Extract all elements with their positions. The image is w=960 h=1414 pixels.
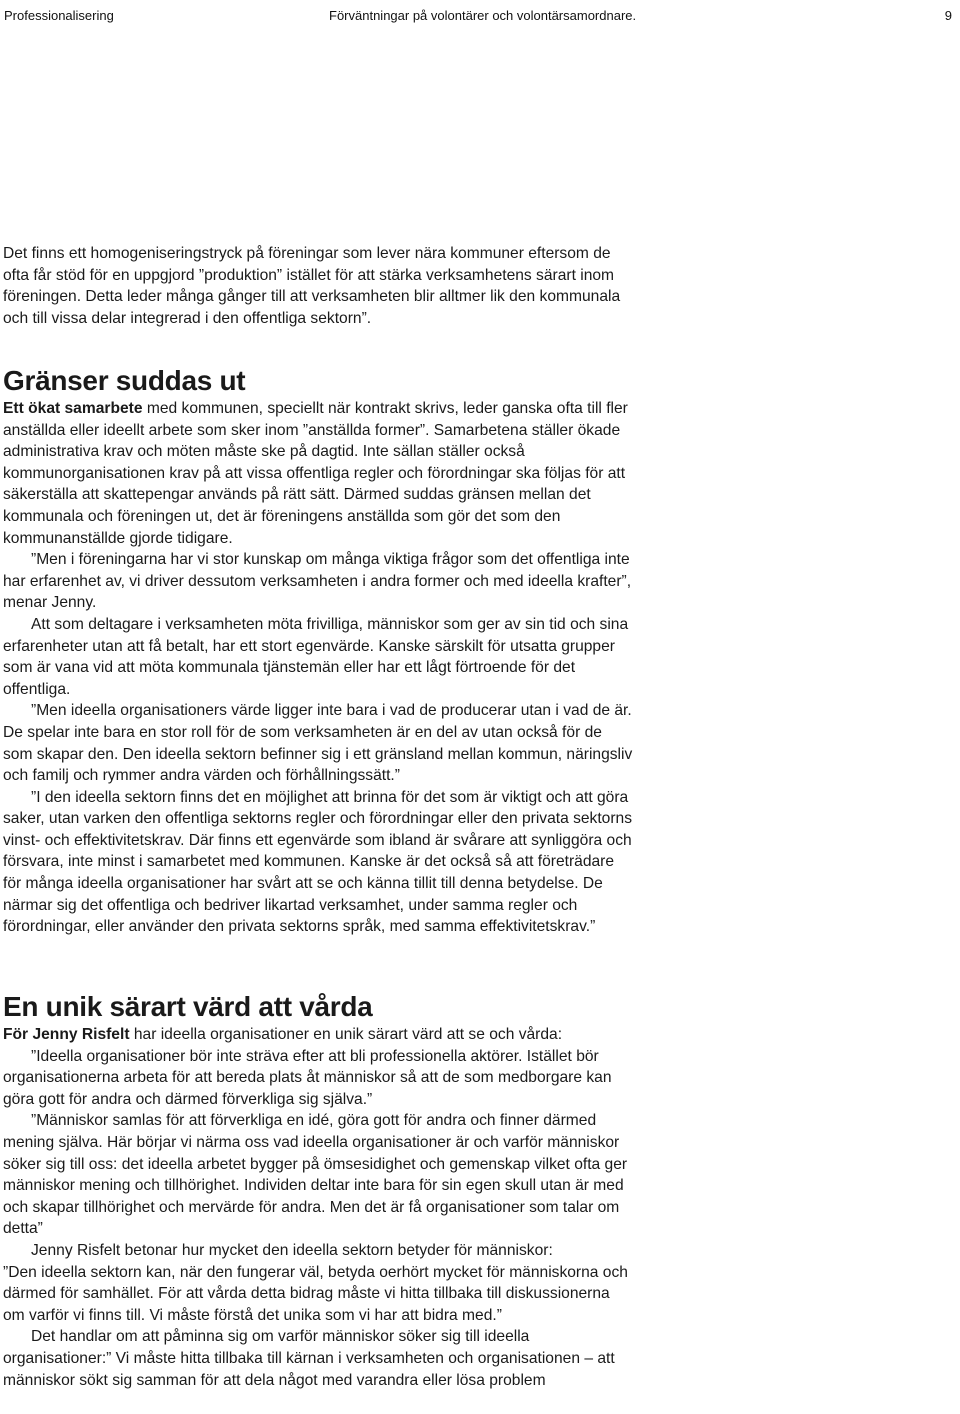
page-header bbox=[4, 8, 952, 28]
section-heading: En unik särart värd att vårda bbox=[3, 991, 373, 1022]
section-paragraph: Att som deltagare i verksamheten möta frivilliga, människor som ger av sin tid och sina erfarenheter utan att få betalt, har ett stort egenvärde. Kanske särskilt för utsatta grupper som är vana vid att möta kommunala tjänstemän eller har ett lågt förtroende för det offentliga. bbox=[3, 615, 629, 698]
section-paragraph bbox=[3, 1024, 635, 1046]
lead-in-bold: För Jenny Risfelt bbox=[3, 1026, 130, 1043]
intro-paragraph: Det finns ett homogeniseringstryck på föreningar som lever nära kommuner eftersom de ofta får stöd för en uppgjord ”produktion” istället för att stärka verksamhetens särart inom föreningen. Detta leder många gånger till att verksamheten blir alltmer lik den kommunala och till vissa delar integrerad i den offentliga sektorn”. bbox=[3, 245, 621, 327]
page-number: 9 bbox=[944, 8, 952, 23]
header-document-title: Förväntningar på volontärer och volontärsamordnare. bbox=[329, 8, 637, 23]
section-paragraph: Jenny Risfelt betonar hur mycket den ideella sektorn betyder för människor: bbox=[31, 1241, 553, 1259]
section-paragraph: ”Den ideella sektorn kan, när den fungerar väl, betyda oerhört mycket för människorna och därmed för samhället. För att vårda detta bidrag måste vi hitta tillbaka till diskussionerna om varför vi finns till. Vi måste förstå det unika som vi har att bidra med.” bbox=[3, 1263, 628, 1324]
paragraph-text: har ideella organisationer en unik särart värd att se och vårda: bbox=[129, 1026, 563, 1043]
section-paragraph: ”Ideella organisationer bör inte sträva efter att bli professionella aktörer. Istället bör organisationerna arbeta för att bereda plats åt människor så att de som medborgare kan göra gott för andra och därmed förverkliga sig själva.” bbox=[3, 1047, 612, 1108]
intro-paragraph-block bbox=[3, 243, 635, 329]
section-en-unik-särart bbox=[3, 990, 635, 1391]
section-paragraph: Det handlar om att påminna sig om varför människor söker sig till ideella organisationer:” Vi måste hitta tillbaka till kärnan i verksamheten och organisationen – att människor sökt sig samman för att dela något med varandra eller lösa problem bbox=[3, 1328, 615, 1389]
paragraph-text: med kommunen, speciellt när kontrakt skrivs, leder ganska ofta till fler anställda eller ideellt arbete som sker inom ”anställda former”. Samarbetena ställer ökade administrativa krav och möten måste ske på dagtid. Inte sällan ställer också kommunorganisationen krav på att vissa offentliga regler och förordningar ska följas för att säkerställa att skattepengar används på rätt sätt. Därmed suddas gränsen mellan det kommunala och föreningen ut, det är föreningens anställda som gör det som den kommunanställde gjorde tidigare. bbox=[3, 400, 628, 547]
section-paragraph: ”I den ideella sektorn finns det en möjlighet att brinna för det som är viktigt och att göra saker, utan varken den offentliga sektorns regler och förordningar eller den privata sektorns vinst- och effektivitetskrav. Där finns ett egenvärde som ibland är svårare att synliggöra och försvara, inte minst i samarbetet med kommunen. Kanske är det också så att företrädare för många ideella organisationer har svårt att se och känna tillit till denna betydelse. De närmar sig det offentliga och bedriver likartad verksamhet, under samma regler och förordningar, eller använder den privata sektorns språk, med samma effektivitetskrav.” bbox=[3, 788, 633, 936]
section-paragraph: ”Men i föreningarna har vi stor kunskap om många viktiga frågor som det offentliga inte har erfarenhet av, vi driver dessutom verksamheten i andra former och med ideella krafter”, menar Jenny. bbox=[3, 551, 632, 612]
header-section-label: Professionalisering bbox=[4, 8, 114, 23]
section-paragraph: ”Människor samlas för att förverkliga en idé, göra gott för andra och finner därmed mening själva. Här börjar vi närma oss vad ideella organisationer är och varför människor söker sig till oss: det ideella arbetet bygger på ömsesidighet och gemenskap vilket ofta ger människor mening och tillhörighet. Individen deltar inte bara för sin egen skull utan är med och skapar tillhörighet och mervärde för andra. Men det är få organisationer som talar om detta” bbox=[3, 1112, 628, 1238]
section-paragraph: ”Men ideella organisationers värde ligger inte bara i vad de producerar utan i vad de är. De spelar inte bara en stor roll för de som verksamheten är en del av utan också för de som skapar den. Den ideella sektorn befinner sig i ett gränsland mellan kommun, näringsliv och familj och rymmer andra värden och förhållningssätt.” bbox=[3, 702, 633, 785]
section-heading: Gränser suddas ut bbox=[3, 365, 246, 396]
section-gränser-suddas-ut bbox=[3, 364, 635, 938]
lead-in-bold: Ett ökat samarbete bbox=[3, 400, 143, 417]
section-paragraph bbox=[3, 398, 635, 549]
